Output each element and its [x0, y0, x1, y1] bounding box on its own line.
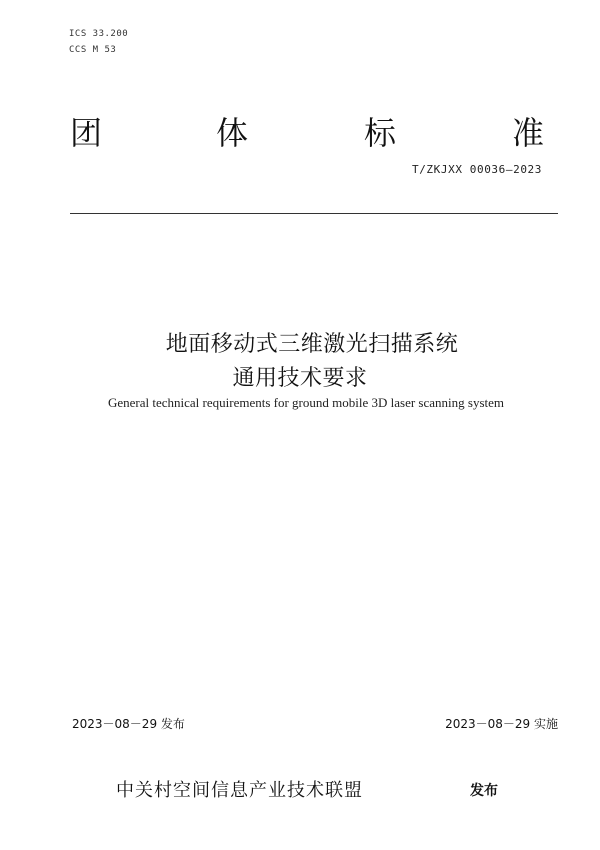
cn-title-line-2: 通用技术要求	[232, 366, 368, 391]
standard-type-char-4: 准	[511, 114, 544, 152]
standard-type-char-3: 标	[363, 114, 396, 152]
standard-type-char-2: 体	[215, 114, 248, 152]
standard-type-char-1: 团	[69, 114, 102, 152]
standard-number: T/ZKJXX 00036—2023	[411, 163, 542, 176]
publish-date: 2023－08－29 发布	[72, 717, 185, 731]
ics-code: ICS 33.200	[69, 29, 129, 39]
en-title: General technical requirements for ground mobile 3D laser scanning system	[107, 395, 504, 410]
issuing-organization: 中关村空间信息产业技术联盟	[116, 780, 363, 801]
issuing-action: 发布	[470, 783, 498, 799]
ccs-code: CCS M 53	[69, 45, 117, 55]
cn-title-line-1: 地面移动式三维激光扫描系统	[165, 332, 459, 357]
header-divider	[70, 213, 558, 214]
implement-date: 2023－08－29 实施	[445, 717, 558, 731]
